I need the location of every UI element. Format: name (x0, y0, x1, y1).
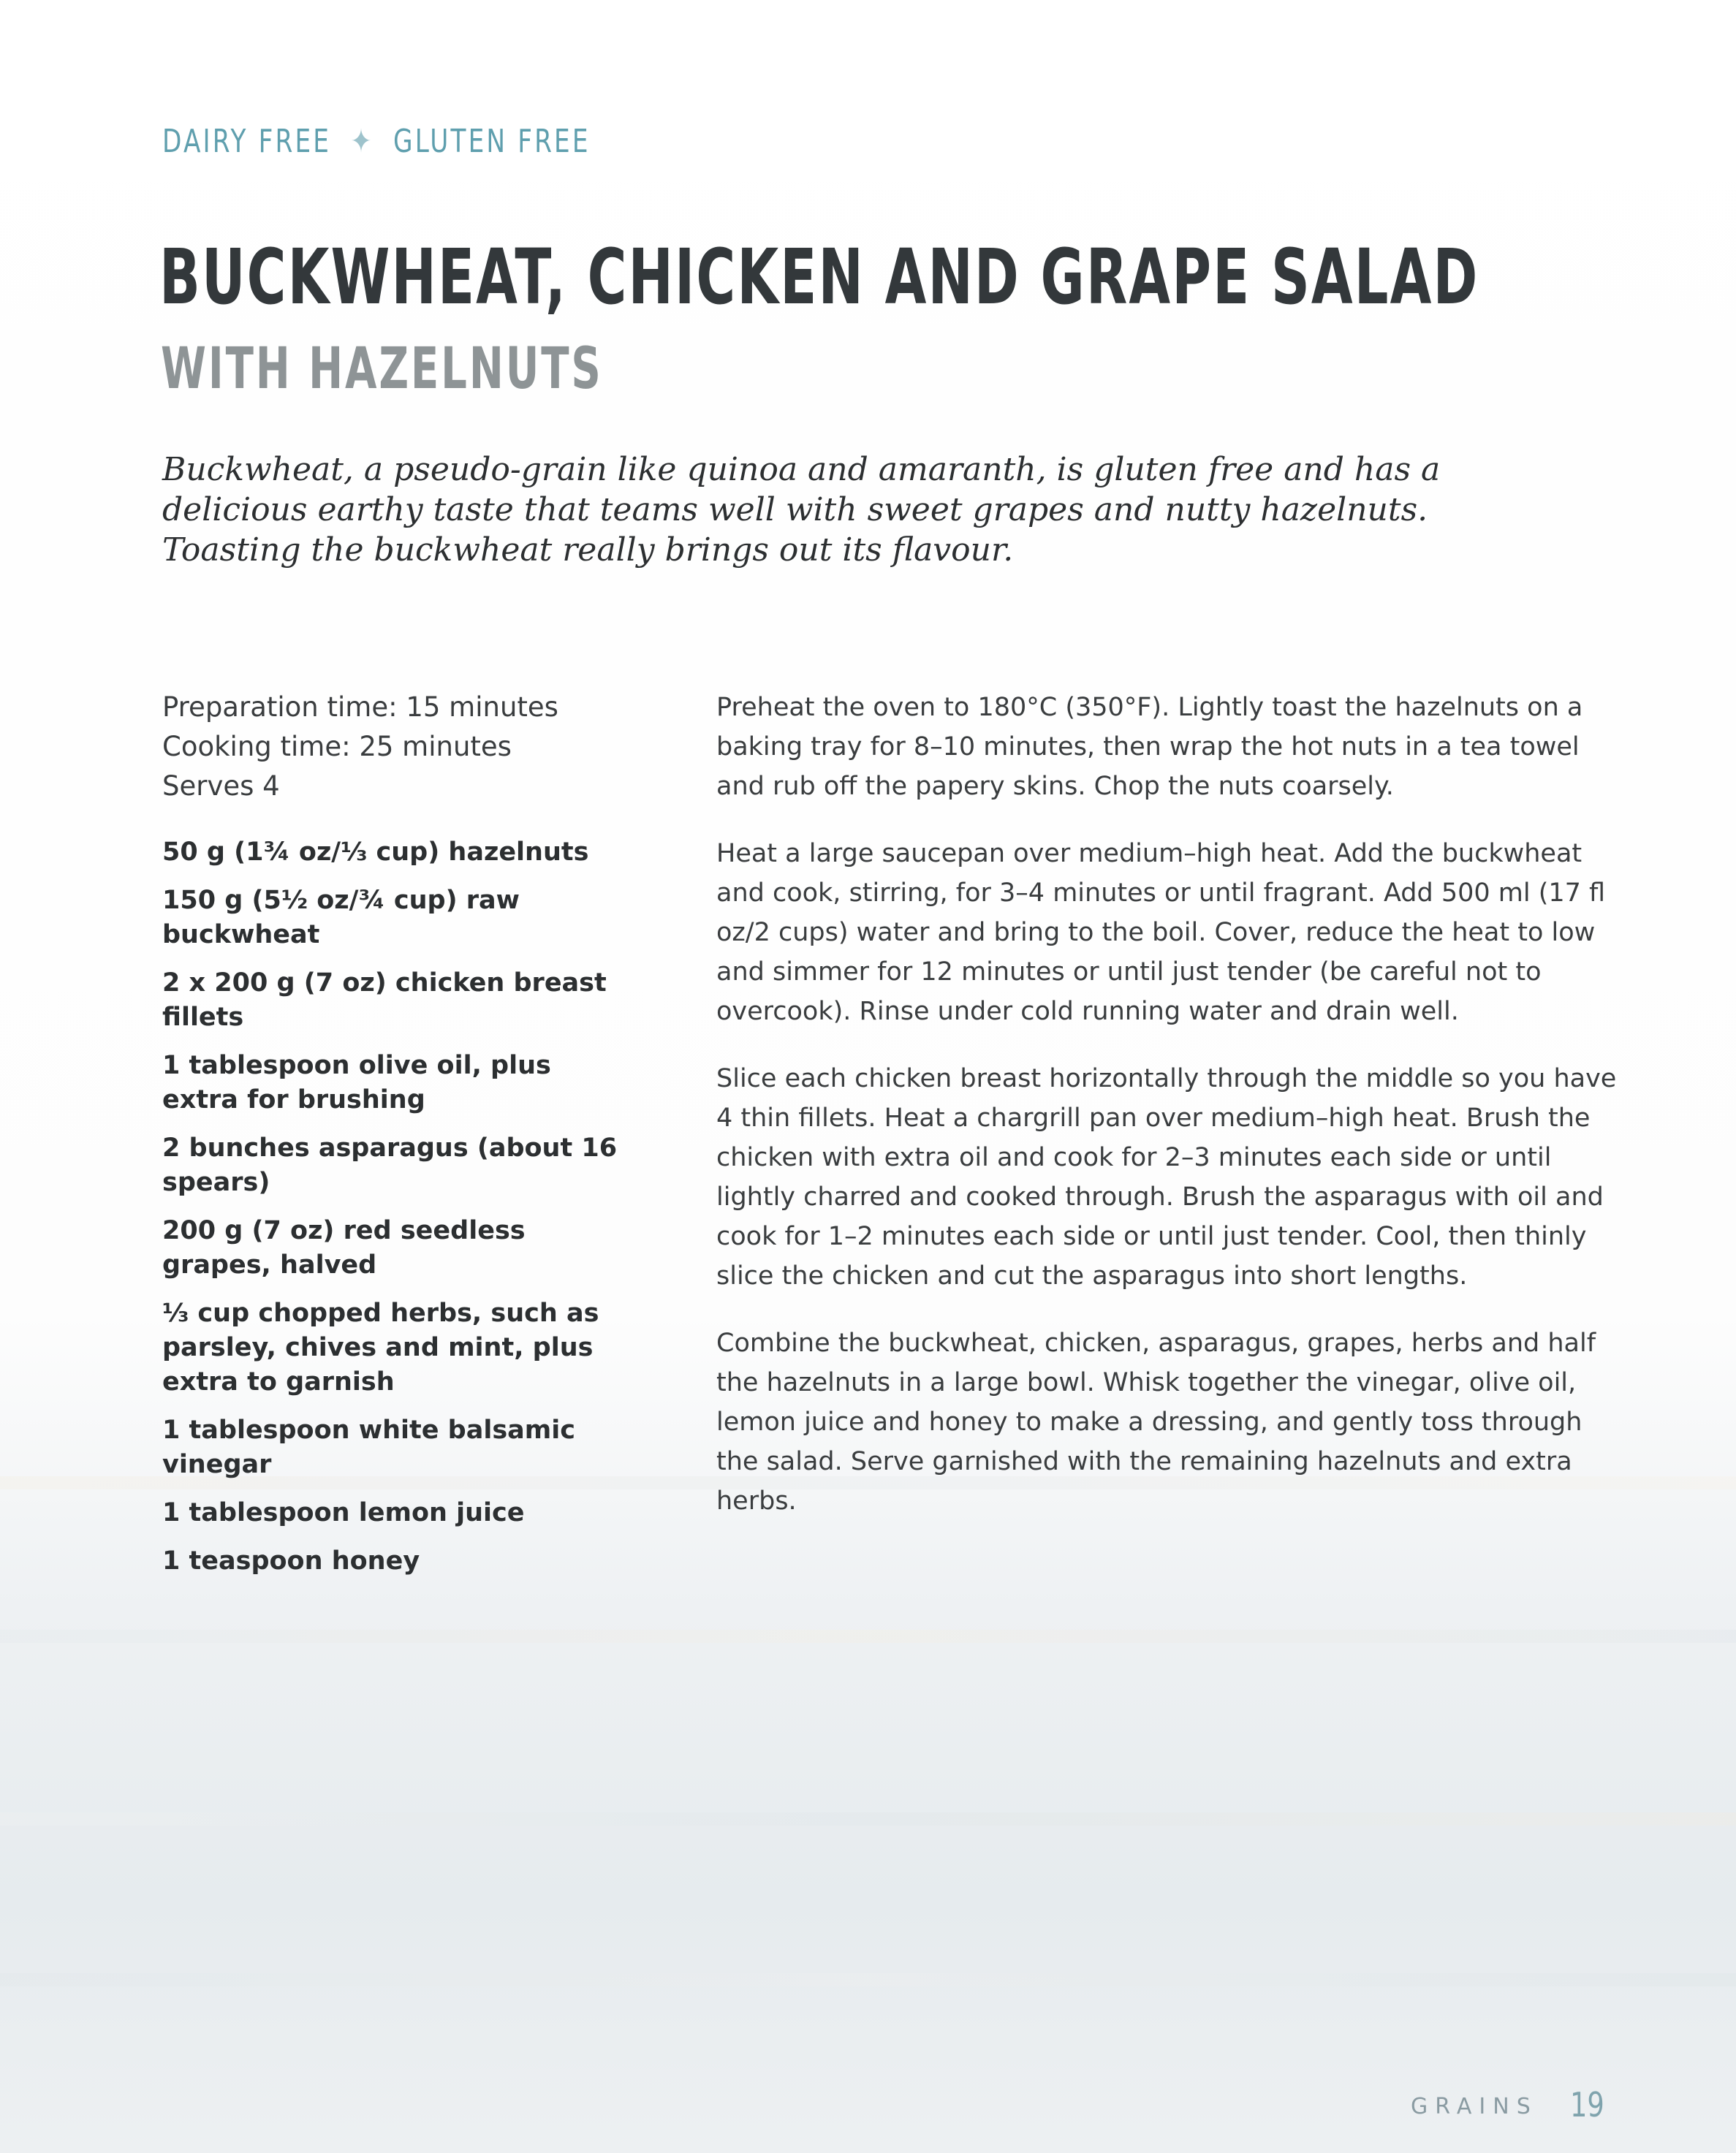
painted-wash-streak (0, 1812, 1736, 1826)
ingredient-item: 1 teaspoon honey (162, 1546, 420, 1576)
dietary-tags (162, 123, 591, 160)
ingredient-item: 1 tablespoon lemon juice (162, 1498, 525, 1527)
tag-dairy-free: DAIRY FREE (162, 123, 332, 160)
recipe-intro: Buckwheat, a pseudo-grain like quinoa and amaranth, is gluten free and has a delicious earthy taste that teams well with sweet grapes and nutty hazelnuts. Toasting the buckwheat really brings out its flavour. (162, 451, 1441, 569)
painted-wash-streak (0, 1973, 1736, 1986)
painted-wash-streak (0, 1630, 1736, 1643)
method-step: Combine the buckwheat, chicken, asparagus, grapes, herbs and half the hazelnuts in a large bowl. Whisk together the vinegar, olive oil, lemon juice and honey to make a dressing, and gently toss through the salad. Serve garnished with the remaining hazelnuts and extra herbs. (716, 1329, 1596, 1516)
recipe-meta (162, 688, 558, 806)
ingredient-list (162, 835, 674, 1592)
tag-separator-icon: ✦ (350, 123, 374, 160)
prep-time: Preparation time: 15 minutes (162, 691, 558, 723)
tag-gluten-free: GLUTEN FREE (393, 123, 591, 160)
method-steps (716, 688, 1630, 1549)
section-label: GRAINS (1411, 2094, 1538, 2119)
servings: Serves 4 (162, 770, 280, 802)
ingredient-item: 50 g (1¾ oz/⅓ cup) hazelnuts (162, 838, 589, 867)
method-step: Slice each chicken breast horizontally through the middle so you have 4 thin fillets. Heat a chargrill pan over medium–high heat. Brush the chicken with extra oil and cook for 2–3 minutes each side or until lightly charred and cooked through. Brush the asparagus with oil and cook for 1–2 minutes each side or until just tender. Cool, then thinly slice the chicken and cut the asparagus into short lengths. (716, 1064, 1617, 1291)
ingredient-item: 1 tablespoon white balsamic vinegar (162, 1416, 575, 1479)
ingredient-item: 200 g (7 oz) red seedless grapes, halved (162, 1216, 526, 1280)
recipe-title: BUCKWHEAT, CHICKEN AND GRAPE SALAD (159, 232, 1479, 322)
ingredient-item: ⅓ cup chopped herbs, such as parsley, chives and mint, plus extra to garnish (162, 1299, 599, 1397)
ingredient-item: 150 g (5½ oz/¾ cup) raw buckwheat (162, 886, 520, 949)
method-step: Heat a large saucepan over medium–high heat. Add the buckwheat and cook, stirring, for 3–4 minutes or until fragrant. Add 500 ml (17 fl oz/2 cups) water and bring to the boil. Cover, reduce the heat to low and simmer for 12 minutes or until just tender (be careful not to overcook). Rinse under cold running water and drain well. (716, 839, 1606, 1026)
page-number: 19 (1570, 2085, 1604, 2124)
ingredient-item: 1 tablespoon olive oil, plus extra for brushing (162, 1051, 551, 1115)
method-step: Preheat the oven to 180°C (350°F). Lightly toast the hazelnuts on a baking tray for 8–10 minutes, then wrap the hot nuts in a tea towel and rub off the papery skins. Chop the nuts coarsely. (716, 693, 1583, 801)
ingredient-item: 2 x 200 g (7 oz) chicken breast fillets (162, 968, 607, 1032)
cook-time: Cooking time: 25 minutes (162, 731, 512, 762)
recipe-subtitle: WITH HAZELNUTS (161, 336, 603, 402)
ingredient-item: 2 bunches asparagus (about 16 spears) (162, 1134, 618, 1197)
